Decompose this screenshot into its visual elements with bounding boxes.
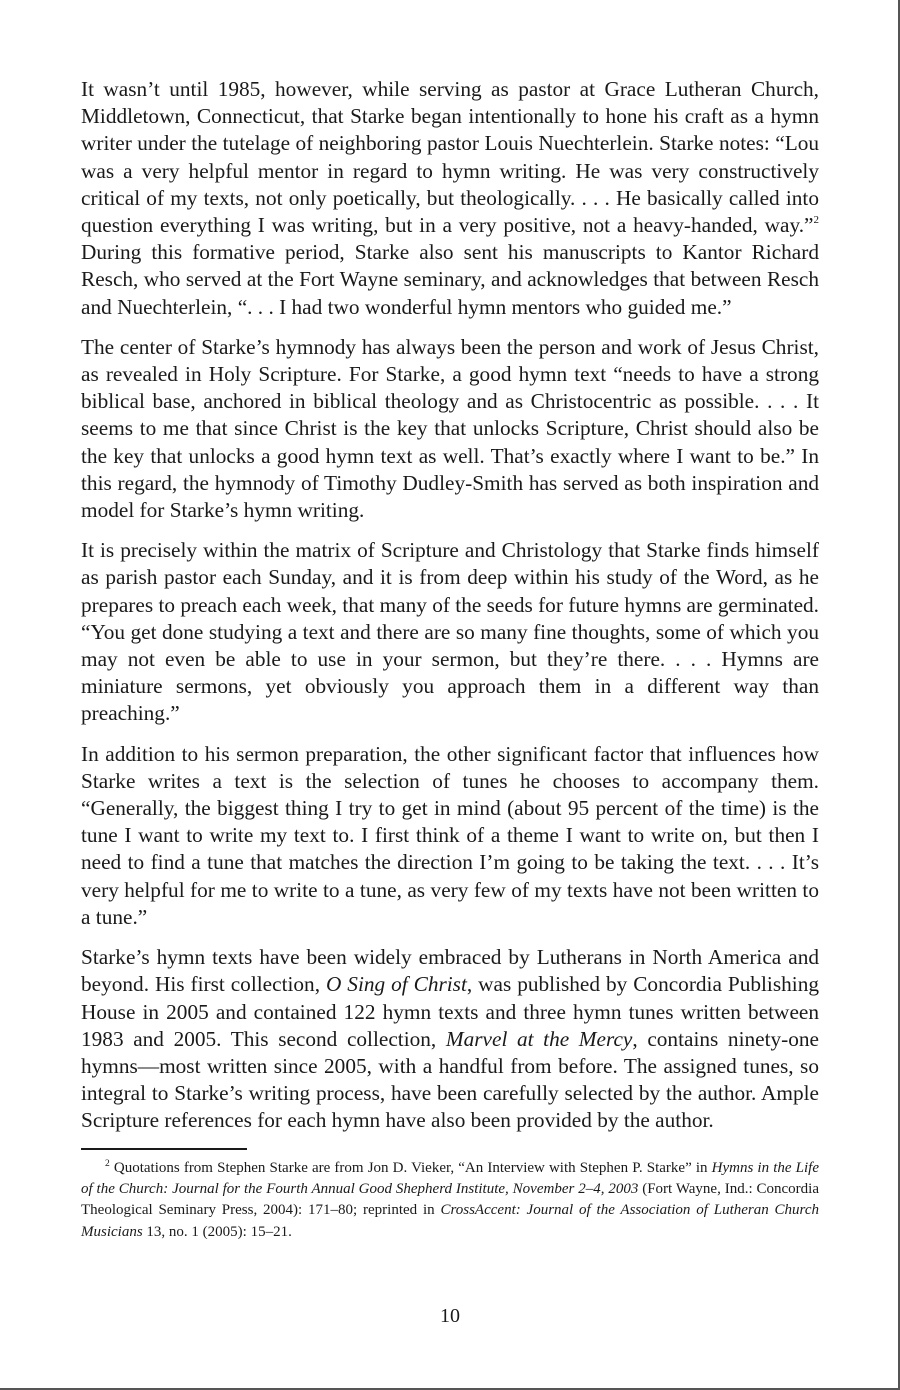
page-number: 10 [440, 1305, 460, 1327]
paragraph-1-text-b: During this formative period, Starke also sent his manuscripts to Kantor Richard Resch, who served at the Fort Wayne seminary, and acknowledges that between Resch and Nuechterlein, “. . . I had two wonderful hymn mentors who guided me.” [81, 240, 819, 319]
paragraph-3 [81, 537, 819, 727]
paragraph-5-text-b: , was published by Concordia Publishing House in 2005 and contained 122 hymn texts and three hymn tunes written between 1983 and 2005. This second collection, [81, 972, 819, 1051]
paragraph-1-text-a: It wasn’t until 1985, however, while serving as pastor at Grace Lutheran Church, Middletown, Connecticut, that Starke began intentionally to hone his craft as a hymn writer under the tutelage of neighboring pastor Louis Nuechterlein. Starke notes: “Lou was a very helpful mentor in regard to hymn writing. He was very constructively critical of my texts, not only poetically, but theologically. . . . He basically called into question everything I was writing, but in a very positive, not a heavy-handed, way.” [81, 77, 819, 238]
page-body [81, 76, 819, 1243]
footnote-source-journal: Hymns in the Life of the Church: Journal for the Fourth Annual Good Shepherd Institute, November 2–4, 2003 [81, 1159, 819, 1197]
footnote [81, 1158, 819, 1244]
footnote-divider [81, 1148, 247, 1150]
footnote-reprint-journal: CrossAccent: Journal of the Association of Lutheran Church Musicians [81, 1202, 819, 1240]
footnote-text-b: (Fort Wayne, Ind.: Concordia Theological Seminary Press, 2004): 171–80; reprinted in [81, 1180, 819, 1219]
paragraph-5 [81, 944, 819, 1134]
paragraph-2 [81, 334, 819, 524]
paragraph-2-text: The center of Starke’s hymnody has always been the person and work of Jesus Christ, as revealed in Holy Scripture. For Starke, a good hymn text “needs to have a strong biblical base, anchored in biblical theology and as Christocentric as possible. . . . It seems to me that since Christ is the key that unlocks Scripture, Christ should also be the key that unlocks a good hymn text as well. That’s exactly where I want to be.” In this regard, the hymnody of Timothy Dudley-Smith has served as both inspiration and model for Starke’s hymn writing. [81, 334, 819, 523]
paragraph-3-text: It is precisely within the matrix of Scripture and Christology that Starke finds himself as parish pastor each Sunday, and it is from deep within his study of the Word, as he prepares to preach each week, that many of the seeds for future hymns are germinated. “You get done studying a text and there are so many fine thoughts, some of which you may not even be able to use in your sermon, but they’re there. . . . Hymns are miniature sermons, yet obviously you approach them in a different way than preaching.” [81, 538, 819, 726]
paragraph-5-text-a: Starke’s hymn texts have been widely embraced by Lutherans in North America and beyond. His first collection, [81, 945, 819, 997]
paragraph-4 [81, 741, 819, 931]
footnote-text-a: Quotations from Stephen Starke are from Jon D. Vieker, “An Interview with Stephen P. Starke” in [109, 1159, 712, 1176]
book-title-o-sing-of-christ: O Sing of Christ [325, 972, 467, 997]
footnote-number: 2 [105, 1158, 110, 1169]
paragraph-1 [81, 76, 819, 321]
footnote-reference[interactable]: 2 [813, 214, 819, 227]
paragraph-4-text: In addition to his sermon preparation, the other significant factor that influences how Starke writes a text is the selection of tunes he chooses to accompany them. “Generally, the biggest thing I try to get in mind (about 95 percent of the time) is the tune I want to write my text to. I first think of a theme I want to write on, but then I need to find a tune that matches the direction I’m going to be taking the text. . . . It’s very helpful for me to write to a tune, as very few of my texts have not been written to a tune.” [81, 741, 819, 929]
book-title-marvel-at-the-mercy: Marvel at the Mercy [445, 1026, 633, 1051]
footnote-text-c: 13, no. 1 (2005): 15–21. [142, 1223, 292, 1240]
paragraph-5-text-c: , contains ninety-one hymns—most written since 2005, with a handful from before. The assigned tunes, so integral to Starke’s writing process, have been carefully selected by the author. Ample Scripture references for each hymn have also been provided by the author. [81, 1026, 819, 1133]
